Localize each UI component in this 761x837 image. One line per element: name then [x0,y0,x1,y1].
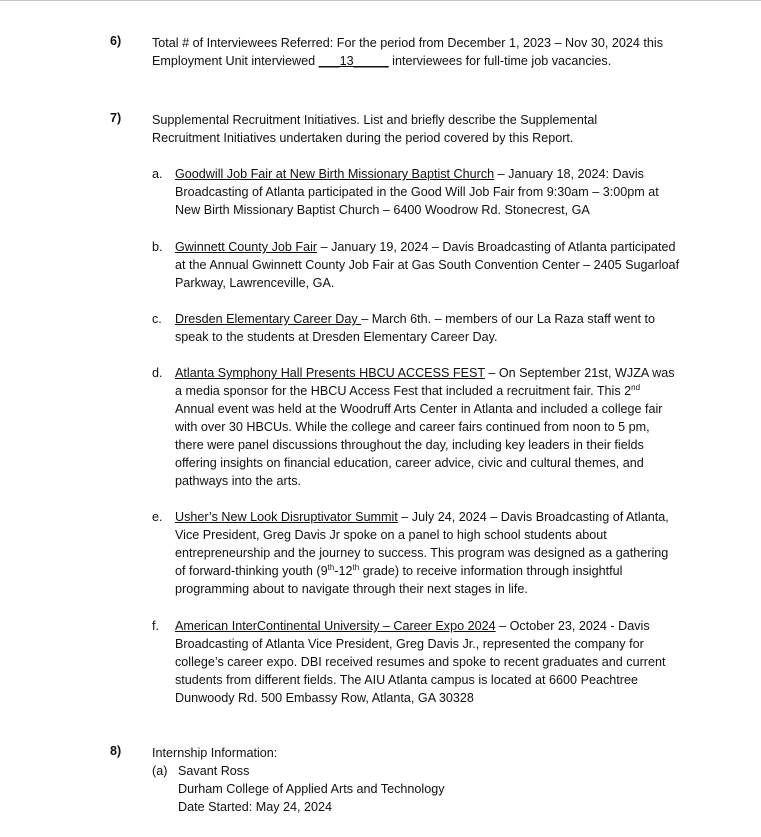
item-letter: f. [152,619,159,633]
item-text [175,165,680,219]
section-7-intro: Supplemental Recruitment Initiatives. List and briefly describe the Supplemental Recruitment Initiatives undertaken during the period covered by this Report. [152,113,598,145]
interviewee-count: ___13_____ [318,54,389,68]
item-title: Usher’s New Look Disruptivator Summit [175,510,398,524]
text: interviewees for full-time job vacancies. [388,54,612,68]
item-description: – January 19, 2024 – Davis Broadcasting of Atlanta participated at the Annual Gwinnett County Job Fair at Gas South Convention Center – 2405 Sugarloaf Parkway, Lawrenceville, GA. [175,240,680,290]
item-letter: d. [152,366,163,380]
ordinal-suffix: th [327,562,335,572]
ordinal-suffix: th [352,562,360,572]
item-letter: b. [152,240,163,254]
item-description: – January 18, 2024: Davis Broadcasting of Atlanta participated in the Good Will Job Fair from 9:30am – 3:00pm at New Birth Missionary Baptist Church – 6400 Woodrow Rd. Stonecrest, GA [175,167,659,217]
intern-start-date: Date Started: May 24, 2024 [178,800,333,814]
item-title: American InterContinental University – Career Expo 2024 [175,619,496,633]
item-description: – July 24, 2024 – Davis Broadcasting of Atlanta, Vice President, Greg Davis Jr spoke on a panel to high school students about entrepreneurship and the journey to success. This program was designed as a gathering of forward-thinking youth (9 [175,510,669,578]
text: Total # of Interviewees Referred: For the period from December 1, 2023 – Nov 30, 2024 this Employment Unit interviewed [152,36,664,68]
section-number: 8) [110,744,122,758]
intern-school: Durham College of Applied Arts and Technology [178,782,445,796]
page-top-border [0,0,761,1]
ordinal-suffix: nd [631,382,641,392]
item-title: Atlanta Symphony Hall Presents HBCU ACCESS FEST [175,366,485,380]
item-letter: a. [152,167,163,181]
item-text [175,617,670,707]
item-text [175,364,680,490]
item-text [175,238,680,292]
item-description: Annual event was held at the Woodruff Arts Center in Atlanta and included a college fair with over 30 HBCUs. While the college and career fairs continued from noon to 5 pm, there were panel discussions throughout the day, including key leaders in their fields offering insights on financial education, career advice, civic and cultural themes, and pathways into the arts. [175,402,663,488]
section-8-title: Internship Information: [152,746,278,760]
item-letter: e. [152,510,163,524]
item-text [175,310,665,346]
item-description: – March 6th. – members of our La Raza staff went to speak to the students at Dresden Elementary Career Day. [175,312,655,344]
item-title: Goodwill Job Fair at New Birth Missionary Baptist Church [175,167,495,181]
item-letter: c. [152,312,162,326]
item-description: – October 23, 2024 - Davis Broadcasting of Atlanta Vice President, Greg Davis Jr., represented the company for college’s career expo. DBI received resumes and spoke to recent graduates and current students from different fields. The AIU Atlanta campus is located at 6600 Peachtree Dunwoody Rd. 500 Embassy Row, Atlanta, GA 30328 [175,619,666,705]
item-title: Gwinnett County Job Fair [175,240,318,254]
item-description: -12 [334,564,353,578]
section-6-text [152,34,692,70]
item-description: – On September 21st, WJZA was a media sponsor for the HBCU Access Fest that included a recruitment fair. This 2 [175,366,675,398]
intern-name: Savant Ross [178,764,250,778]
section-number: 6) [110,34,122,48]
item-title: Dresden Elementary Career Day [175,312,362,326]
section-number: 7) [110,111,122,125]
intern-entry-label: (a) [152,764,168,778]
item-text [175,508,670,598]
item-description: grade) to receive information through insightful programming about to navigate through their next stages in life. [175,564,623,596]
